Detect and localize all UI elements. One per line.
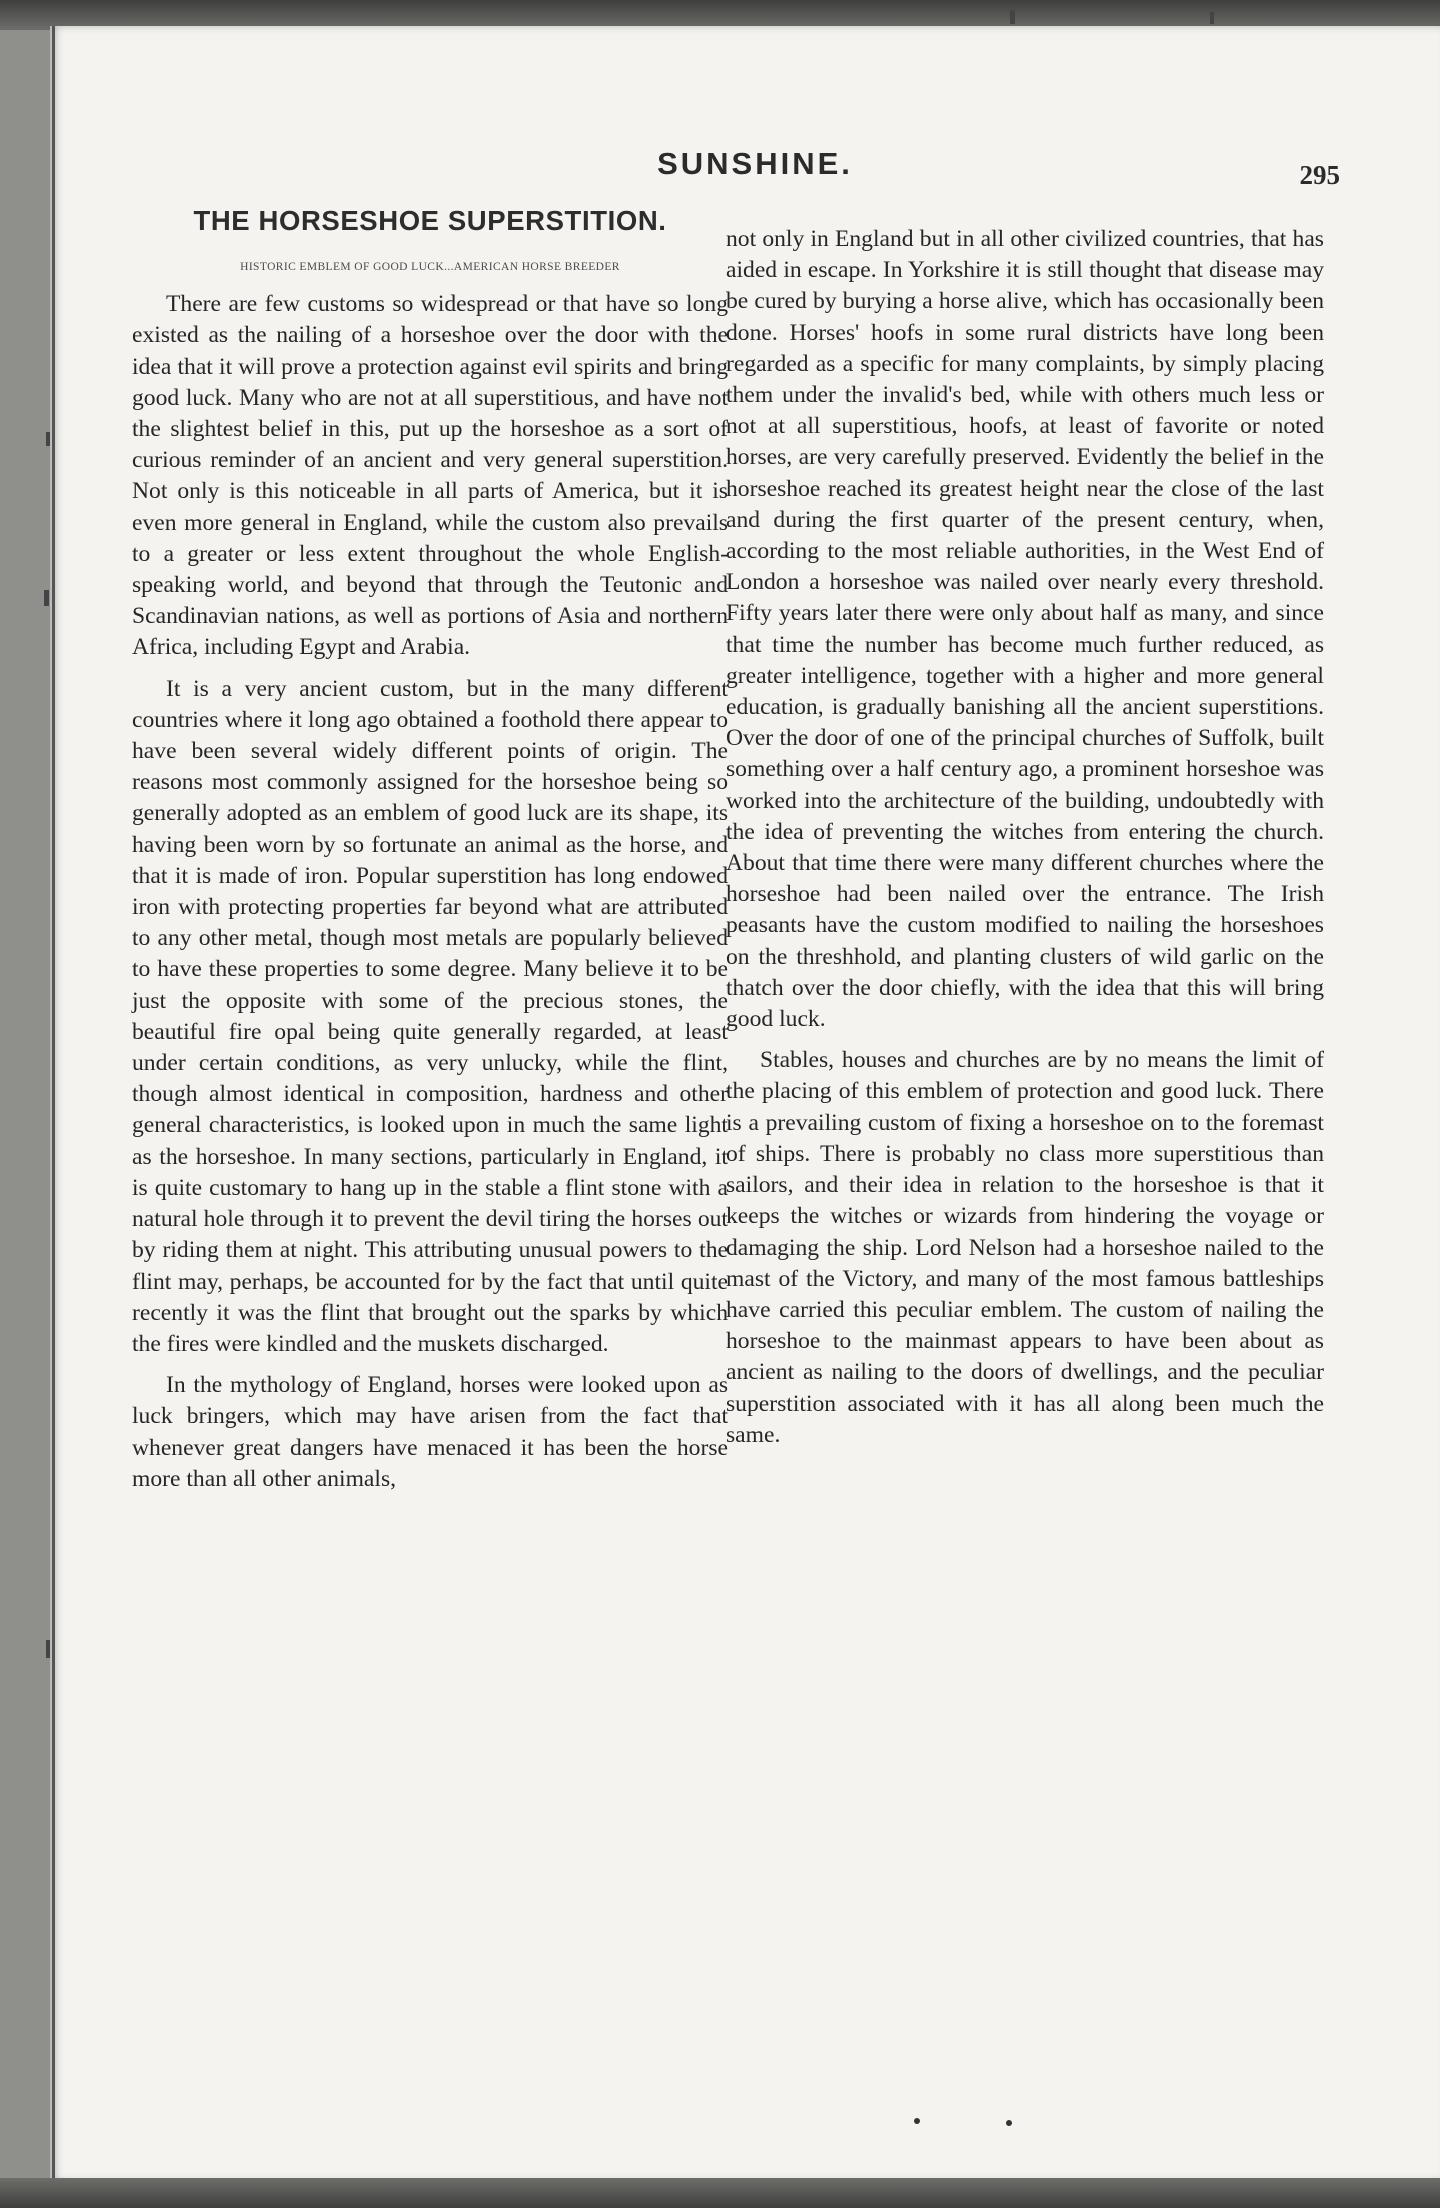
paragraph: There are few customs so widespread or that have so long existed as the nailing of a horseshoe over the door with the idea that it will prove a protection against evil spirits and bring good luck. Many who are not at all superstitious, and have not the slightest belief in this, put up the horseshoe as a sort of curious reminder of an ancient and very general superstition. Not only is this noticeable in all parts of America, but it is even more general in England, while the custom also prevails to a greater or less extent throughout the whole English-speaking world, and beyond that through the Teutonic and Scandinavian nations, as well as portions of Asia and northern Africa, including Egypt and Arabia.: [132, 291, 728, 661]
paragraph: not only in England but in all other civilized countries, that has aided in escape. In Yorkshire it is still thought that disease may be cured by burying a horse alive, which has occasionally been done. Horses' hoofs in some rural districts have long been regarded as a specific for many complaints, by simply placing them under the invalid's bed, while with others much less or not at all superstitious, hoofs, at least of favorite or noted horses, are very carefully preserved. Evidently the belief in the horseshoe reached its greatest height near the close of the last and during the first quarter of the present century, when, according to the most reliable authorities, in the West End of London a horseshoe was nailed over nearly every threshold. Fifty years later there were only about half as many, and since that time the number has become much further reduced, as greater intelligence, together with a higher and more general education, is gradually banishing all the ancient superstitions. Over the door of one of the principal churches of Suffolk, built something over a half century ago, a prominent horseshoe was worked into the architecture of the building, undoubtedly with the idea of preventing the witches from entering the church. About that time there were many different churches where the horseshoe had been nailed over the entrance. The Irish peasants have the custom modified to nailing the horseshoes on the threshhold, and planting clusters of wild garlic on the thatch over the door chiefly, with the idea that this will bring good luck.: [726, 226, 1324, 1033]
paragraph: It is a very ancient custom, but in the many different countries where it long ago obtained a foothold there appear to have been several widely different points of origin. The reasons most commonly assigned for the horseshoe being so generally adopted as an emblem of good luck are its shape, its having been worn by so fortunate an animal as the horse, and that it is made of iron. Popular superstition has long endowed iron with protecting properties far beyond what are attributed to any other metal, though most metals are popularly believed to have these properties to some degree. Many believe it to be just the opposite with some of the precious stones, the beautiful fire opal being quite generally regarded, at least under certain conditions, as very unlucky, while the flint, though almost identical in composition, hardness and other general characteristics, is looked upon in much the same light as the horseshoe. In many sections, particularly in England, it is quite customary to hang up in the stable a flint stone with a natural hole through it to prevent the devil tiring the horses out by riding them at night. This attributing unusual powers to the flint may, perhaps, be accounted for by the fact that until quite recently it was the flint that brought out the sparks by which the fires were kindled and the muskets discharged.: [132, 675, 728, 1357]
article-subtitle: HISTORIC EMBLEM OF GOOD LUCK...AMERICAN HORSE BREEDER: [240, 261, 620, 273]
scan-bottom-edge: [0, 2178, 1440, 2208]
page-number: 295: [1299, 160, 1340, 190]
edge-mark: [1210, 12, 1214, 24]
edge-mark: [1010, 10, 1015, 24]
paragraph: Stables, houses and churches are by no means the limit of the placing of this emblem of protection and good luck. There is a prevailing custom of fixing a horseshoe on to the foremast of ships. There is probably no class more superstitious than sailors, and their idea in relation to the horseshoe is that it keeps the witches or wizards from hindering the voyage or damaging the ship. Lord Nelson had a horseshoe nailed to the mast of the Victory, and many of the most famous battleships have carried this peculiar emblem. The custom of nailing the horseshoe to the mainmast appears to have been about as ancient as nailing to the doors of dwellings, and the peculiar superstition associated with it has all along been much the same.: [726, 1047, 1324, 1448]
article-title: THE HORSESHOE SUPERSTITION.: [193, 205, 667, 236]
margin-mark: [44, 590, 49, 606]
page-gutter-line: [52, 26, 55, 2181]
margin-mark: [46, 432, 50, 446]
running-head: SUNSHINE.: [657, 146, 853, 181]
paragraph: In the mythology of England, horses were looked upon as luck bringers, which may have arisen from the fact that whenever great dangers have menaced it has been the horse more than all other animals,: [132, 1372, 728, 1492]
right-column: [726, 224, 1324, 1451]
margin-mark: [46, 1640, 50, 1658]
print-speck: [914, 2118, 920, 2124]
left-column: [132, 204, 728, 1495]
print-speck: [1006, 2120, 1012, 2126]
